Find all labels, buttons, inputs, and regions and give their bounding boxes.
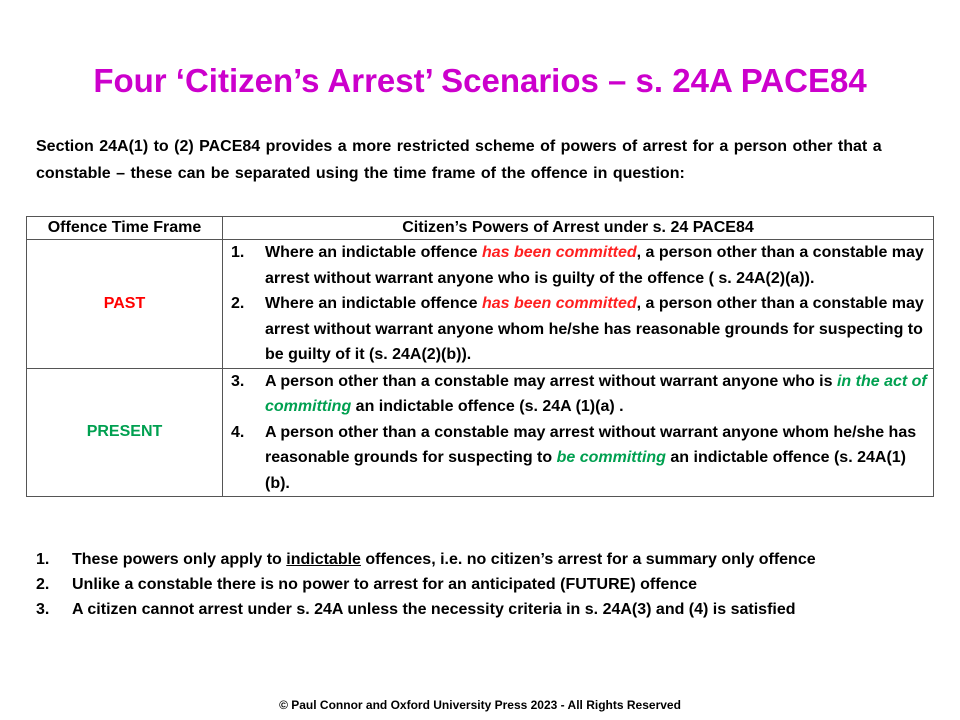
header-powers: Citizen’s Powers of Arrest under s. 24 PACE84 (223, 217, 934, 240)
power-text: , a person other than a constable may arrest without warrant anyone whom he/she has reasonable grounds for suspecting to be guilty of it (s. 24A(2)(b)). (265, 295, 924, 363)
power-text: an indictable offence (s. 24A (1)(a) . (351, 398, 624, 415)
power-number: 2. (231, 295, 245, 312)
power-text: Where an indictable offence (265, 295, 482, 312)
power-emphasis: has been committed (481, 244, 637, 261)
note-number: 3. (36, 601, 50, 618)
powers-cell (223, 368, 934, 497)
power-text: A person other than a constable may arrest without warrant anyone who is (265, 372, 837, 390)
note-item (36, 597, 916, 622)
time-frame-past: PAST (27, 240, 223, 369)
intro-paragraph: Section 24A(1) to (2) PACE84 provides a more restricted scheme of powers of arrest for a person other that a constable – these can be separated using the time frame of the offence in question: (36, 138, 882, 182)
powers-cell (223, 240, 934, 369)
power-emphasis: in the act of committing (265, 372, 927, 415)
note-text: Unlike a constable there is no power to arrest for an anticipated (FUTURE) offence (72, 576, 697, 593)
table-header-row (27, 217, 934, 240)
note-text: offences, i.e. no citizen’s arrest for a summary only offence (360, 551, 816, 568)
power-emphasis: be committing (556, 449, 666, 466)
note-number: 2. (36, 576, 50, 593)
power-text: an indictable offence (s. 24A(1)(b). (265, 449, 906, 492)
table-row (27, 240, 934, 369)
header-time-frame: Offence Time Frame (27, 217, 223, 240)
power-number: 1. (231, 244, 245, 261)
power-text: A person other than a constable may arrest without warrant anyone whom he/she has reasonable grounds for suspecting to (265, 423, 917, 466)
power-number: 4. (231, 423, 245, 441)
note-underlined: indictable (286, 551, 361, 568)
power-item (223, 240, 933, 291)
page-title: Four ‘Citizen’s Arrest’ Scenarios – s. 24A PACE84 (93, 62, 867, 99)
table-row (27, 368, 934, 497)
time-frame-present: PRESENT (27, 368, 223, 497)
power-text: Where an indictable offence (265, 244, 482, 261)
power-text: , a person other than a constable may arrest without warrant anyone who is guilty of the offence ( s. 24A(2)(a)). (265, 244, 924, 287)
power-emphasis: has been committed (481, 295, 637, 312)
power-number: 3. (231, 372, 245, 390)
arrest-powers-table (26, 216, 934, 497)
note-number: 1. (36, 551, 50, 568)
power-item (223, 420, 933, 497)
note-item (36, 572, 916, 597)
power-item (223, 369, 933, 420)
note-text: A citizen cannot arrest under s. 24A unless the necessity criteria in s. 24A(3) and (4) is satisfied (72, 601, 796, 618)
notes-list (36, 547, 916, 622)
note-item (36, 547, 916, 572)
copyright-footer: © Paul Connor and Oxford University Press 2023 - All Rights Reserved (279, 698, 681, 712)
note-text: These powers only apply to (72, 551, 287, 568)
power-item (223, 291, 933, 368)
